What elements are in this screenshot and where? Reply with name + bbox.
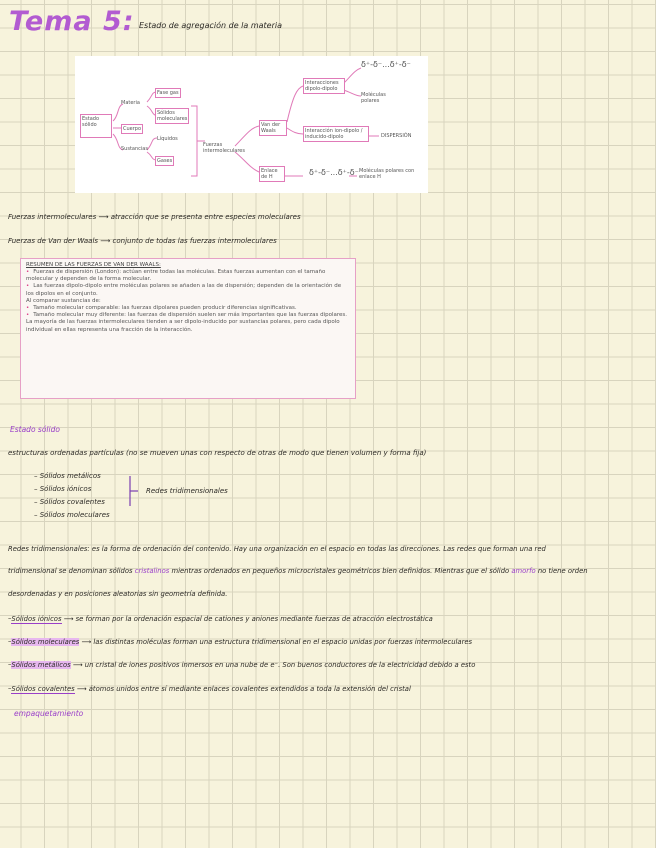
diagram-node-moleculas-polares: Moléculas polares (361, 92, 386, 104)
diagram-node-fuerzas-intermoleculares: Fuerzas intermoleculares (203, 142, 245, 154)
summary-bullet-dipolo: • Las fuerzas dipolo-dipolo entre moléculas polares se añaden a las de dispersión; dependen de la orientación de los dipolos en el conjunto. (26, 283, 350, 297)
page-subtitle: Estado de agregación de la materia (139, 21, 282, 30)
label-moleculares: Sólidos moleculares (11, 638, 80, 646)
label-metalicos: Sólidos metálicos (11, 661, 71, 669)
note-van-der-waals: Fuerzas de Van der Waals ⟶ conjunto de todas las fuerzas intermoleculares (8, 237, 277, 245)
list-item: – Sólidos covalentes (34, 498, 105, 506)
diagram-node-gases: Gases (157, 158, 173, 164)
summary-heading: RESUMEN DE LAS FUERZAS DE VAN DER WAALS: (26, 262, 161, 268)
solid-type-covalentes: –Sólidos covalentes ⟶ átomos unidos entre sí mediante enlaces covalentes extendidos a toda la extensión del cristal (8, 685, 411, 693)
diagram-node-van-der-waals: Van der Waals (259, 120, 287, 136)
term-cristalinos: cristalinos (134, 567, 170, 575)
diagram-formula-dipolo: δ⁺-δ⁻...δ⁺-δ⁻ (361, 60, 411, 69)
diagram-node-solidos-moleculares: Sólidos moleculares (157, 110, 188, 122)
list-brace (124, 474, 144, 508)
solid-type-ionicos: –Sólidos iónicos ⟶ se forman por la ordenación espacial de cationes y aniones mediante fuerzas de atracción electrostática (8, 615, 433, 623)
para-redes-2: tridimensional se denominan sólidos cristalinos mientras ordenados en pequeños microcristales geométricos bien definidos. Mientras que el sólido amorfo no tiene orden (8, 567, 588, 575)
summary-middle: Al comparar sustancias de: (26, 297, 101, 304)
solid-type-moleculares: –Sólidos moleculares ⟶ las distintas moléculas forman una estructura tridimensional en el espacio unidas por fuerzas intermoleculares (8, 638, 473, 646)
empaquetamiento-heading: empaquetamiento (14, 709, 84, 718)
note-fuerzas-intermoleculares: Fuerzas intermoleculares ⟶ atracción que se presenta entre especies moleculares (8, 213, 301, 221)
brace-label: Redes tridimensionales (146, 487, 228, 495)
diagram-node-dispersion: DISPERSIÓN (381, 133, 412, 139)
concept-diagram (75, 56, 428, 193)
summary-bullet-dispersion: • Fuerzas de dispersión (London): actúan entre todas las moléculas. Estas fuerzas aumentan con el tamaño molecular y dependen de la forma molecular. (26, 269, 350, 283)
diagram-node-liquidos: Líquidos (157, 136, 178, 142)
diagram-node-moleculas-polares-h: Moléculas polares con enlace H (359, 168, 415, 180)
diagram-node-cuerpo: Cuerpo (123, 126, 142, 132)
solids-list (34, 472, 110, 524)
summary-bullet-diferente: • Tamaño molecular muy diferente: las fuerzas de dispersión suelen ser más importantes que las fuerzas dipolares. (26, 312, 350, 319)
diagram-node-estado-solido: Estado sólido (80, 114, 112, 138)
page-title: Tema 5: (9, 6, 135, 37)
diagram-node-enlace-h: Enlace de H (259, 166, 285, 182)
diagram-node-ion-dipolo: Interacción ion-dipolo / inducido-dipolo (303, 126, 369, 142)
solid-state-heading: Estado sólido (10, 425, 60, 434)
label-ionicos: Sólidos iónicos (11, 615, 62, 623)
label-covalentes: Sólidos covalentes (11, 685, 75, 693)
diagram-node-fase-gas: Fase gas (157, 90, 179, 96)
diagram-formula-h: δ⁺-δ⁻...δ⁺-δ⁻ (309, 168, 359, 177)
summary-footer: La mayoría de las fuerzas intermoleculares tienden a ser dipolo-inducido por sustancias polares, pero cada dipolo individual en ellas representa una fracción de la interacción. (26, 319, 340, 333)
summary-bullet-comparable: • Tamaño molecular comparable: las fuerzas dipolares pueden producir diferencias significativas. (26, 305, 350, 312)
list-item: – Sólidos moleculares (34, 511, 110, 519)
para-redes-1: Redes tridimensionales: es la forma de ordenación del contenido. Hay una organización en el espacio en todas las direcciones. Las redes que forman una red (8, 545, 546, 553)
solid-type-metalicos: –Sólidos metálicos ⟶ un cristal de iones positivos inmersos en una nube de e⁻. Son buenos conductores de la electricidad debido a esto (8, 661, 476, 669)
para-redes-3: desordenadas y en posiciones aleatorias sin geometría definida. (8, 590, 228, 598)
summary-box (20, 258, 356, 399)
diagram-node-materia: Materia (121, 100, 140, 106)
solid-state-intro: estructuras ordenadas partículas (no se mueven unas con respecto de otras de modo que tienen volumen y forma fija) (8, 449, 427, 457)
diagram-node-sustancias: Sustancias (121, 146, 148, 152)
list-item: – Sólidos metálicos (34, 472, 101, 480)
term-amorfo: amorfo (511, 567, 536, 575)
diagram-node-interacciones-dipolo: Interacciones dipolo-dipolo (303, 78, 345, 94)
list-item: – Sólidos iónicos (34, 485, 92, 493)
